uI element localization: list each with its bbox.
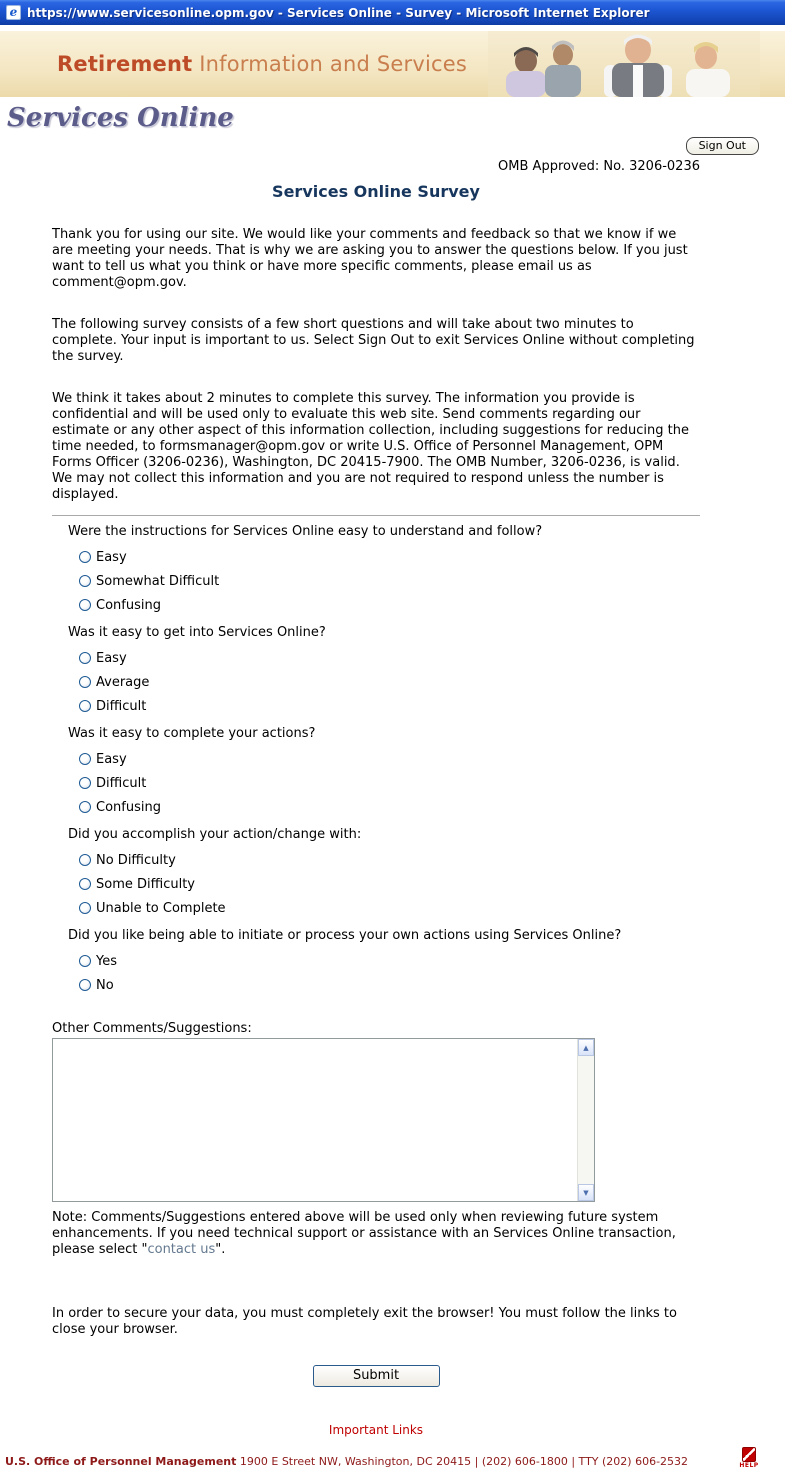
radio-label: Difficult (96, 775, 147, 791)
radio-label: No (96, 977, 114, 993)
radio-option-row[interactable] (79, 795, 700, 819)
scroll-up-icon[interactable]: ▲ (578, 1039, 594, 1056)
radio-label: Easy (96, 549, 127, 565)
radio-option-row[interactable] (79, 872, 700, 896)
intro-paragraph-2: The following survey consists of a few short questions and will take about two minutes to complete. Your input is important to us. Select Sign Out to exit Services Online without completing the survey. (52, 317, 695, 364)
radio-option-row[interactable] (79, 949, 700, 973)
pdf-help-icon[interactable] (739, 1447, 759, 1469)
radio-button[interactable] (79, 955, 91, 967)
signout-row (0, 134, 785, 152)
radio-label: Some Difficulty (96, 876, 195, 892)
footer (0, 1455, 785, 1468)
radio-label: Confusing (96, 597, 161, 613)
comments-textarea[interactable] (53, 1039, 577, 1201)
radio-label: Difficult (96, 698, 147, 714)
section-divider (52, 515, 700, 516)
intro-p1-after: . (182, 275, 187, 290)
intro-p3-text: We think it takes about 2 minutes to complete this survey. The information you provide is confidential and will be used only to evaluate this web site. Send comments regarding our estimate or any other aspect of this information collection, including suggestions for reducing the time needed, to (52, 391, 689, 454)
radio-label: Easy (96, 751, 127, 767)
radio-option-row[interactable] (79, 747, 700, 771)
question-1-text: Were the instructions for Services Online easy to understand and follow? (68, 524, 543, 539)
page-title: Services Online Survey (272, 182, 480, 201)
question-3-text: Was it easy to complete your actions? (68, 726, 316, 741)
pdf-icon (742, 1447, 756, 1462)
security-warning: In order to secure your data, you must completely exit the browser! You must follow the links to close your browser. (52, 1306, 677, 1337)
question-4-text: Did you accomplish your action/change with: (68, 827, 362, 842)
footer-address: 1900 E Street NW, Washington, DC 20415 | (202) 606-1800 | TTY (202) 606-2532 (236, 1455, 689, 1468)
radio-label: Yes (96, 953, 117, 969)
radio-label: Easy (96, 650, 127, 666)
radio-option-row[interactable] (79, 694, 700, 718)
question-5-text: Did you like being able to initiate or process your own actions using Services Online? (68, 928, 622, 943)
radio-button[interactable] (79, 777, 91, 789)
radio-button[interactable] (79, 599, 91, 611)
radio-option-row[interactable] (79, 670, 700, 694)
formsmanager-email-link[interactable]: formsmanager@opm.gov (159, 439, 326, 454)
radio-button[interactable] (79, 878, 91, 890)
radio-option-row[interactable] (79, 771, 700, 795)
services-online-logo: Services Online (7, 103, 234, 133)
note-text: Note: Comments/Suggestions entered above will be used only when reviewing future system enhancements. If you need technical support or assistance with an Services Online transaction, please select " (52, 1210, 676, 1257)
banner-heading (57, 52, 467, 76)
radio-label: No Difficulty (96, 852, 176, 868)
radio-option-row[interactable] (79, 593, 700, 617)
textarea-scrollbar[interactable] (577, 1039, 594, 1201)
retirement-banner (0, 31, 785, 97)
question-2-text: Was it easy to get into Services Online? (68, 625, 326, 640)
radio-button[interactable] (79, 676, 91, 688)
important-links-link[interactable]: Important Links (328, 1422, 424, 1437)
sign-out-button[interactable]: Sign Out (686, 137, 759, 155)
radio-label: Confusing (96, 799, 161, 815)
banner-people-photo (488, 31, 760, 97)
radio-option-row[interactable] (79, 973, 700, 997)
contact-us-link[interactable]: contact us (147, 1242, 216, 1257)
radio-option-row[interactable] (79, 569, 700, 593)
intro-paragraph-3 (52, 391, 700, 503)
radio-option-row[interactable] (79, 545, 700, 569)
comments-label: Other Comments/Suggestions: (52, 1021, 252, 1036)
radio-option-row[interactable] (79, 646, 700, 670)
title-bar (0, 0, 785, 25)
radio-button[interactable] (79, 854, 91, 866)
radio-label: Somewhat Difficult (96, 573, 220, 589)
intro-p1-text: Thank you for using our site. We would like your comments and feedback so that we know if we are meeting your needs. That is why we are asking you to answer the questions below. If you just want to tell us what you think or have more specific comments, please email us as (52, 227, 688, 274)
comment-email-link[interactable]: comment@opm.gov (52, 275, 183, 290)
radio-button[interactable] (79, 801, 91, 813)
scroll-down-icon[interactable]: ▼ (578, 1184, 594, 1201)
scrollbar-track[interactable] (578, 1056, 594, 1184)
intro-p3-after: or write U.S. Office of Personnel Management, OPM Forms Officer (3206-0236), Washington, DC 20415-7900. The OMB Number, 3206-0236, is valid. We may not collect this information and you are not required to respond unless the number is displayed. (52, 439, 680, 502)
submit-button[interactable]: Submit (313, 1365, 440, 1387)
radio-option-row[interactable] (79, 896, 700, 920)
radio-button[interactable] (79, 700, 91, 712)
radio-button[interactable] (79, 652, 91, 664)
window-title: https://www.servicesonline.opm.gov - Services Online - Survey - Microsoft Internet Explorer (27, 5, 650, 20)
comments-note (52, 1210, 700, 1258)
radio-label: Unable to Complete (96, 900, 226, 916)
radio-button[interactable] (79, 575, 91, 587)
ie-page-icon: e (6, 5, 21, 20)
intro-paragraph-1 (52, 227, 700, 291)
comments-textarea-frame (52, 1038, 595, 1202)
radio-option-row[interactable] (79, 848, 700, 872)
omb-approval-text: OMB Approved: No. 3206-0236 (498, 159, 700, 174)
banner-heading-light: Information and Services (192, 52, 468, 76)
banner-heading-bold: Retirement (57, 52, 193, 76)
radio-button[interactable] (79, 753, 91, 765)
links-row (52, 1419, 700, 1438)
main-content (0, 159, 785, 1438)
note-after: ". (215, 1242, 226, 1257)
radio-button[interactable] (79, 979, 91, 991)
radio-label: Average (96, 674, 150, 690)
radio-button[interactable] (79, 551, 91, 563)
help-icon-label: HELP (739, 1462, 759, 1469)
footer-org-name: U.S. Office of Personnel Management (5, 1455, 237, 1468)
radio-button[interactable] (79, 902, 91, 914)
submit-row (52, 1364, 700, 1387)
